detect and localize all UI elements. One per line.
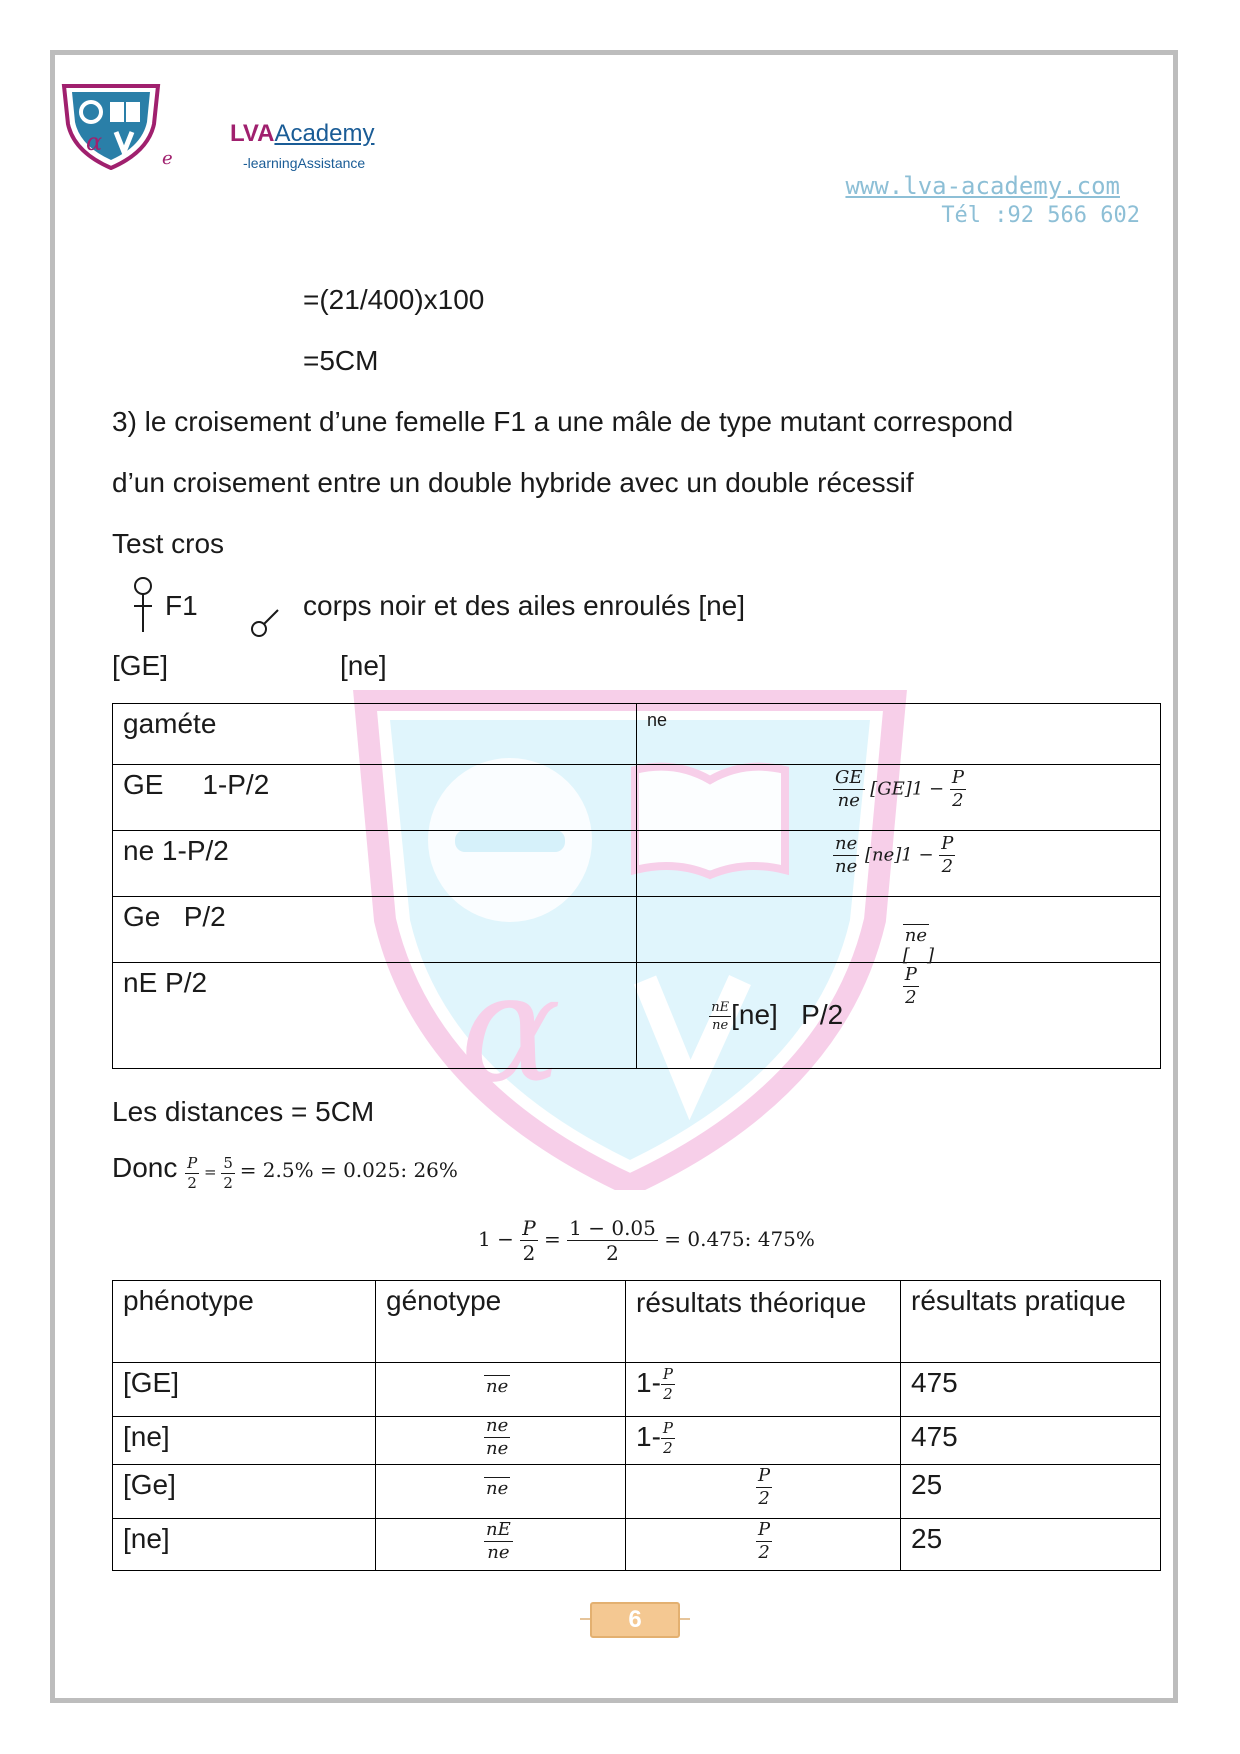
header-genotype: génotype [376,1281,626,1363]
header-practical: résultats pratique [901,1281,1161,1363]
theoretical-cell: 1- $\frac{P}{2}$ [626,1363,901,1417]
phenotype-cell: [ne] [113,1417,376,1465]
gamete-header-left: gaméte [113,704,637,765]
gamete-row-right: $\frac{ne}{ne}$ [ne]1 − $\frac{P}{2}$ [637,831,1161,897]
female-symbol-icon [130,576,156,632]
brand-tagline: -learningAssistance [243,155,366,171]
gamete-row-right: ne [ ] $\frac{P}{2}$ [637,897,1161,963]
gamete-row-left: Ge P/2 [113,897,637,963]
page-number-badge: 6 [590,1602,680,1638]
genotype-cell: ne [376,1465,626,1519]
distances-line: Les distances = 5CM [112,1096,375,1127]
header-theoretical: résultats théorique [626,1281,901,1363]
donc-line: Donc $\frac{P}{2}$ = $\frac{5}{2}$ = 2.5% = 0.025: 26% [112,1152,458,1192]
practical-cell: 475 [901,1417,1161,1465]
male-symbol-icon [250,608,280,638]
female-label: F1 [165,590,198,621]
results-table [112,1280,1161,1571]
svg-text:α: α [86,128,103,156]
phenotype-cell: [GE] [113,1363,376,1417]
theoretical-cell: 1- $\frac{P}{2}$ [626,1417,901,1465]
gamete-row-right: $\frac{GE}{ne}$ [GE]1 − $\frac{P}{2}$ [637,765,1161,831]
paragraph-line-2: d’un croisement entre un double hybride avec un double récessif [112,467,914,498]
male-description: corps noir et des ailes enroulés [ne] [303,590,746,621]
gamete-header-right: ne [637,704,1161,765]
theoretical-cell: $\frac{P}{2}$ [626,1519,901,1571]
phone-number: Tél :92 566 602 [941,203,1140,228]
header-phenotype: phénotype [113,1281,376,1363]
brand-academy: Academy [274,120,375,147]
svg-text:α: α [460,942,562,1116]
paragraph-line-1: 3) le croisement d’une femelle F1 a une mâle de type mutant correspond [112,406,1014,437]
brand-name [230,120,374,148]
website-link[interactable]: www.lva-academy.com [845,172,1120,200]
genotype-cell: $\frac{nE}{ne}$ [376,1519,626,1571]
test-cross-label: Test cros [112,528,225,559]
practical-cell: 475 [901,1363,1161,1417]
gamete-row-left: GE 1-P/2 [113,765,637,831]
female-phenotype: [GE] [112,650,169,681]
lva-shield-logo-icon [58,80,164,170]
brand-lva: LVA [230,120,275,147]
phenotype-cell: [ne] [113,1519,376,1571]
equation-1-minus-p: 1 − $\frac{P}{2}$ = $\frac{1 - 0.05}{2}$ = 0.475: 475% [478,1216,815,1265]
calc-line-2: =5CM [303,345,379,376]
practical-cell: 25 [901,1519,1161,1571]
theoretical-cell: $\frac{P}{2}$ [626,1465,901,1519]
male-phenotype: [ne] [340,650,387,681]
practical-cell: 25 [901,1465,1161,1519]
genotype-cell: $\frac{ne}{ne}$ [376,1417,626,1465]
logo-e-letter: e [162,148,173,169]
genotype-cell: ne [376,1363,626,1417]
phenotype-cell: [Ge] [113,1465,376,1519]
gamete-row-left: nE P/2 [113,963,637,1069]
gamete-row-left: ne 1-P/2 [113,831,637,897]
calc-line-1: =(21/400)x100 [303,284,485,315]
gamete-row-right: $\frac{nE}{ne}$ [ne] P/2 [637,963,1161,1069]
gamete-table [112,703,1161,1069]
